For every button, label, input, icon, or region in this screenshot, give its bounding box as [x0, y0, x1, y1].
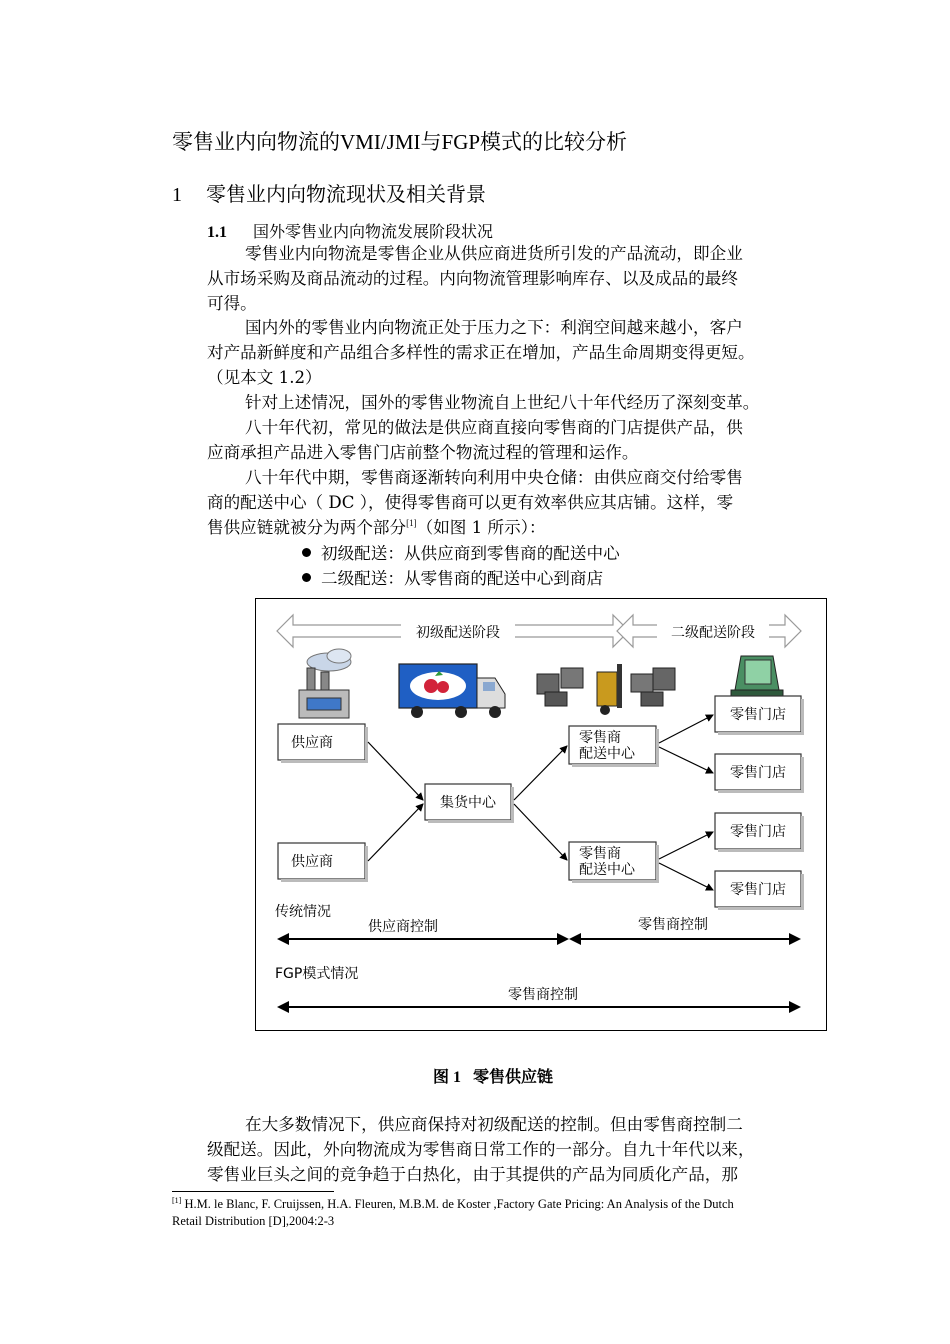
distribution-center-box-1	[569, 726, 659, 767]
title-text-3: 模式的比较分析	[480, 130, 628, 154]
retail-store-box-3	[715, 813, 804, 852]
consolidation-center-box	[425, 784, 514, 823]
paragraph-5	[207, 465, 827, 540]
bullet-dot-icon	[302, 573, 311, 582]
footnote-text: Retail Distribution [D],2004:2-3	[172, 1214, 335, 1228]
traditional-case-label: 传统情况	[275, 904, 331, 920]
paragraph-line: 零售业巨头之间的竞争趋于白热化，由于其提供的产品为同质化产品，那	[207, 1165, 738, 1184]
store-label: 零售门店	[730, 882, 786, 898]
paragraph-line: 可得。	[207, 294, 257, 313]
distribution-center-box-2	[569, 842, 659, 883]
section-1-title: 零售业内向物流现状及相关背景	[206, 182, 486, 206]
section-1-1-number: 1.1	[207, 224, 227, 241]
section-1-number: 1	[172, 184, 182, 206]
paragraph-line: 从市场采购及商品流动的过程。内向物流管理影响库存、以及成品的最终	[207, 269, 738, 288]
dc-label: 零售商	[579, 846, 621, 862]
paragraph-3	[207, 390, 827, 415]
title-text-2: 与	[420, 130, 442, 154]
supplier-box-1	[278, 724, 368, 763]
paragraph-line: 对产品新鲜度和产品组合多样性的需求正在增加，产品生命周期变得更短。	[207, 343, 755, 362]
supplier-box-2	[278, 843, 368, 882]
consolidation-label: 集货中心	[440, 795, 496, 811]
store-label: 零售门店	[730, 707, 786, 723]
paragraph-line: 零售业内向物流是零售企业从供应商进货所引发的产品流动，即企业	[245, 244, 743, 263]
dc-label: 配送中心	[579, 746, 635, 762]
title-text-1: 零售业内向物流的	[172, 130, 340, 154]
paragraph-6	[207, 1112, 827, 1187]
retailer-control-label: 零售商控制	[508, 987, 578, 1003]
title-text-latin-1: VMI/JMI	[340, 130, 421, 154]
figure-caption-text: 零售供应链	[473, 1067, 554, 1086]
paragraph-4	[207, 415, 827, 465]
paragraph-line: 国内外的零售业内向物流正处于压力之下：利润空间越来越小，客户	[245, 318, 743, 337]
supplier-label: 供应商	[291, 854, 333, 870]
paragraph-line: 应商承担产品进入零售门店前整个物流过程的管理和运作。	[207, 443, 639, 462]
dc-label: 零售商	[579, 730, 621, 746]
paragraph-line: 在大多数情况下，供应商保持对初级配送的控制。但由零售商控制二	[245, 1115, 743, 1134]
paragraph-line: 售供应链就被分为两个部分	[207, 518, 407, 537]
bullet-text: 初级配送：从供应商到零售商的配送中心	[321, 544, 620, 563]
retail-store-box-2	[715, 754, 804, 793]
retail-store-box-4	[715, 871, 804, 910]
bullet-text: 二级配送：从零售商的配送中心到商店	[321, 569, 604, 588]
retailer-control-label: 零售商控制	[638, 917, 708, 933]
bullet-dot-icon	[302, 548, 311, 557]
supplier-control-label: 供应商控制	[368, 919, 438, 935]
store-label: 零售门店	[730, 765, 786, 781]
document-title	[172, 126, 627, 156]
stage-primary-label: 初级配送阶段	[416, 625, 500, 641]
paragraph-line: （见本文 1.2）	[207, 368, 322, 387]
supplier-label: 供应商	[291, 735, 333, 751]
paragraph-line: 商的配送中心（ DC ），使得零售商可以更有效率供应其店铺。这样，零	[207, 493, 734, 512]
paragraph-1	[207, 241, 827, 316]
figure-caption	[433, 1064, 553, 1087]
paragraph-line: （如图 1 所示）：	[416, 518, 546, 537]
footnote	[172, 1196, 832, 1230]
paragraph-2	[207, 315, 827, 390]
retail-store-box-1	[715, 696, 804, 735]
bullet-item	[302, 540, 620, 564]
bullet-item	[302, 565, 603, 589]
paragraph-line: 八十年代初，常见的做法是供应商直接向零售商的门店提供产品，供	[245, 418, 743, 437]
stage-secondary-label: 二级配送阶段	[671, 625, 755, 641]
figure-number: 图 1	[433, 1069, 462, 1086]
section-1-1-heading	[207, 219, 493, 242]
paragraph-line: 针对上述情况，国外的零售业物流自上世纪八十年代经历了深刻变革。	[245, 393, 760, 412]
footnote-ref: [1]	[172, 1196, 182, 1205]
fgp-case-label: FGP模式情况	[275, 966, 359, 982]
store-label: 零售门店	[730, 824, 786, 840]
paragraph-line: 级配送。因此，外向物流成为零售商日常工作的一部分。自九十年代以来，	[207, 1140, 755, 1159]
dc-label: 配送中心	[579, 862, 635, 878]
section-1-heading	[172, 178, 486, 207]
paragraph-line: 八十年代中期，零售商逐渐转向利用中央仓储：由供应商交付给零售	[245, 468, 743, 487]
section-1-1-title: 国外零售业内向物流发展阶段状况	[253, 222, 494, 241]
supply-chain-diagram	[255, 598, 827, 1031]
title-text-latin-2: FGP	[441, 130, 481, 154]
footnote-text: H.M. le Blanc, F. Cruijssen, H.A. Fleuren, M.B.M. de Koster ,Factory Gate Pricing: An Analysis of the Dutch	[181, 1197, 734, 1211]
footnote-separator	[172, 1191, 334, 1192]
citation-ref[interactable]: [1]	[406, 518, 417, 528]
